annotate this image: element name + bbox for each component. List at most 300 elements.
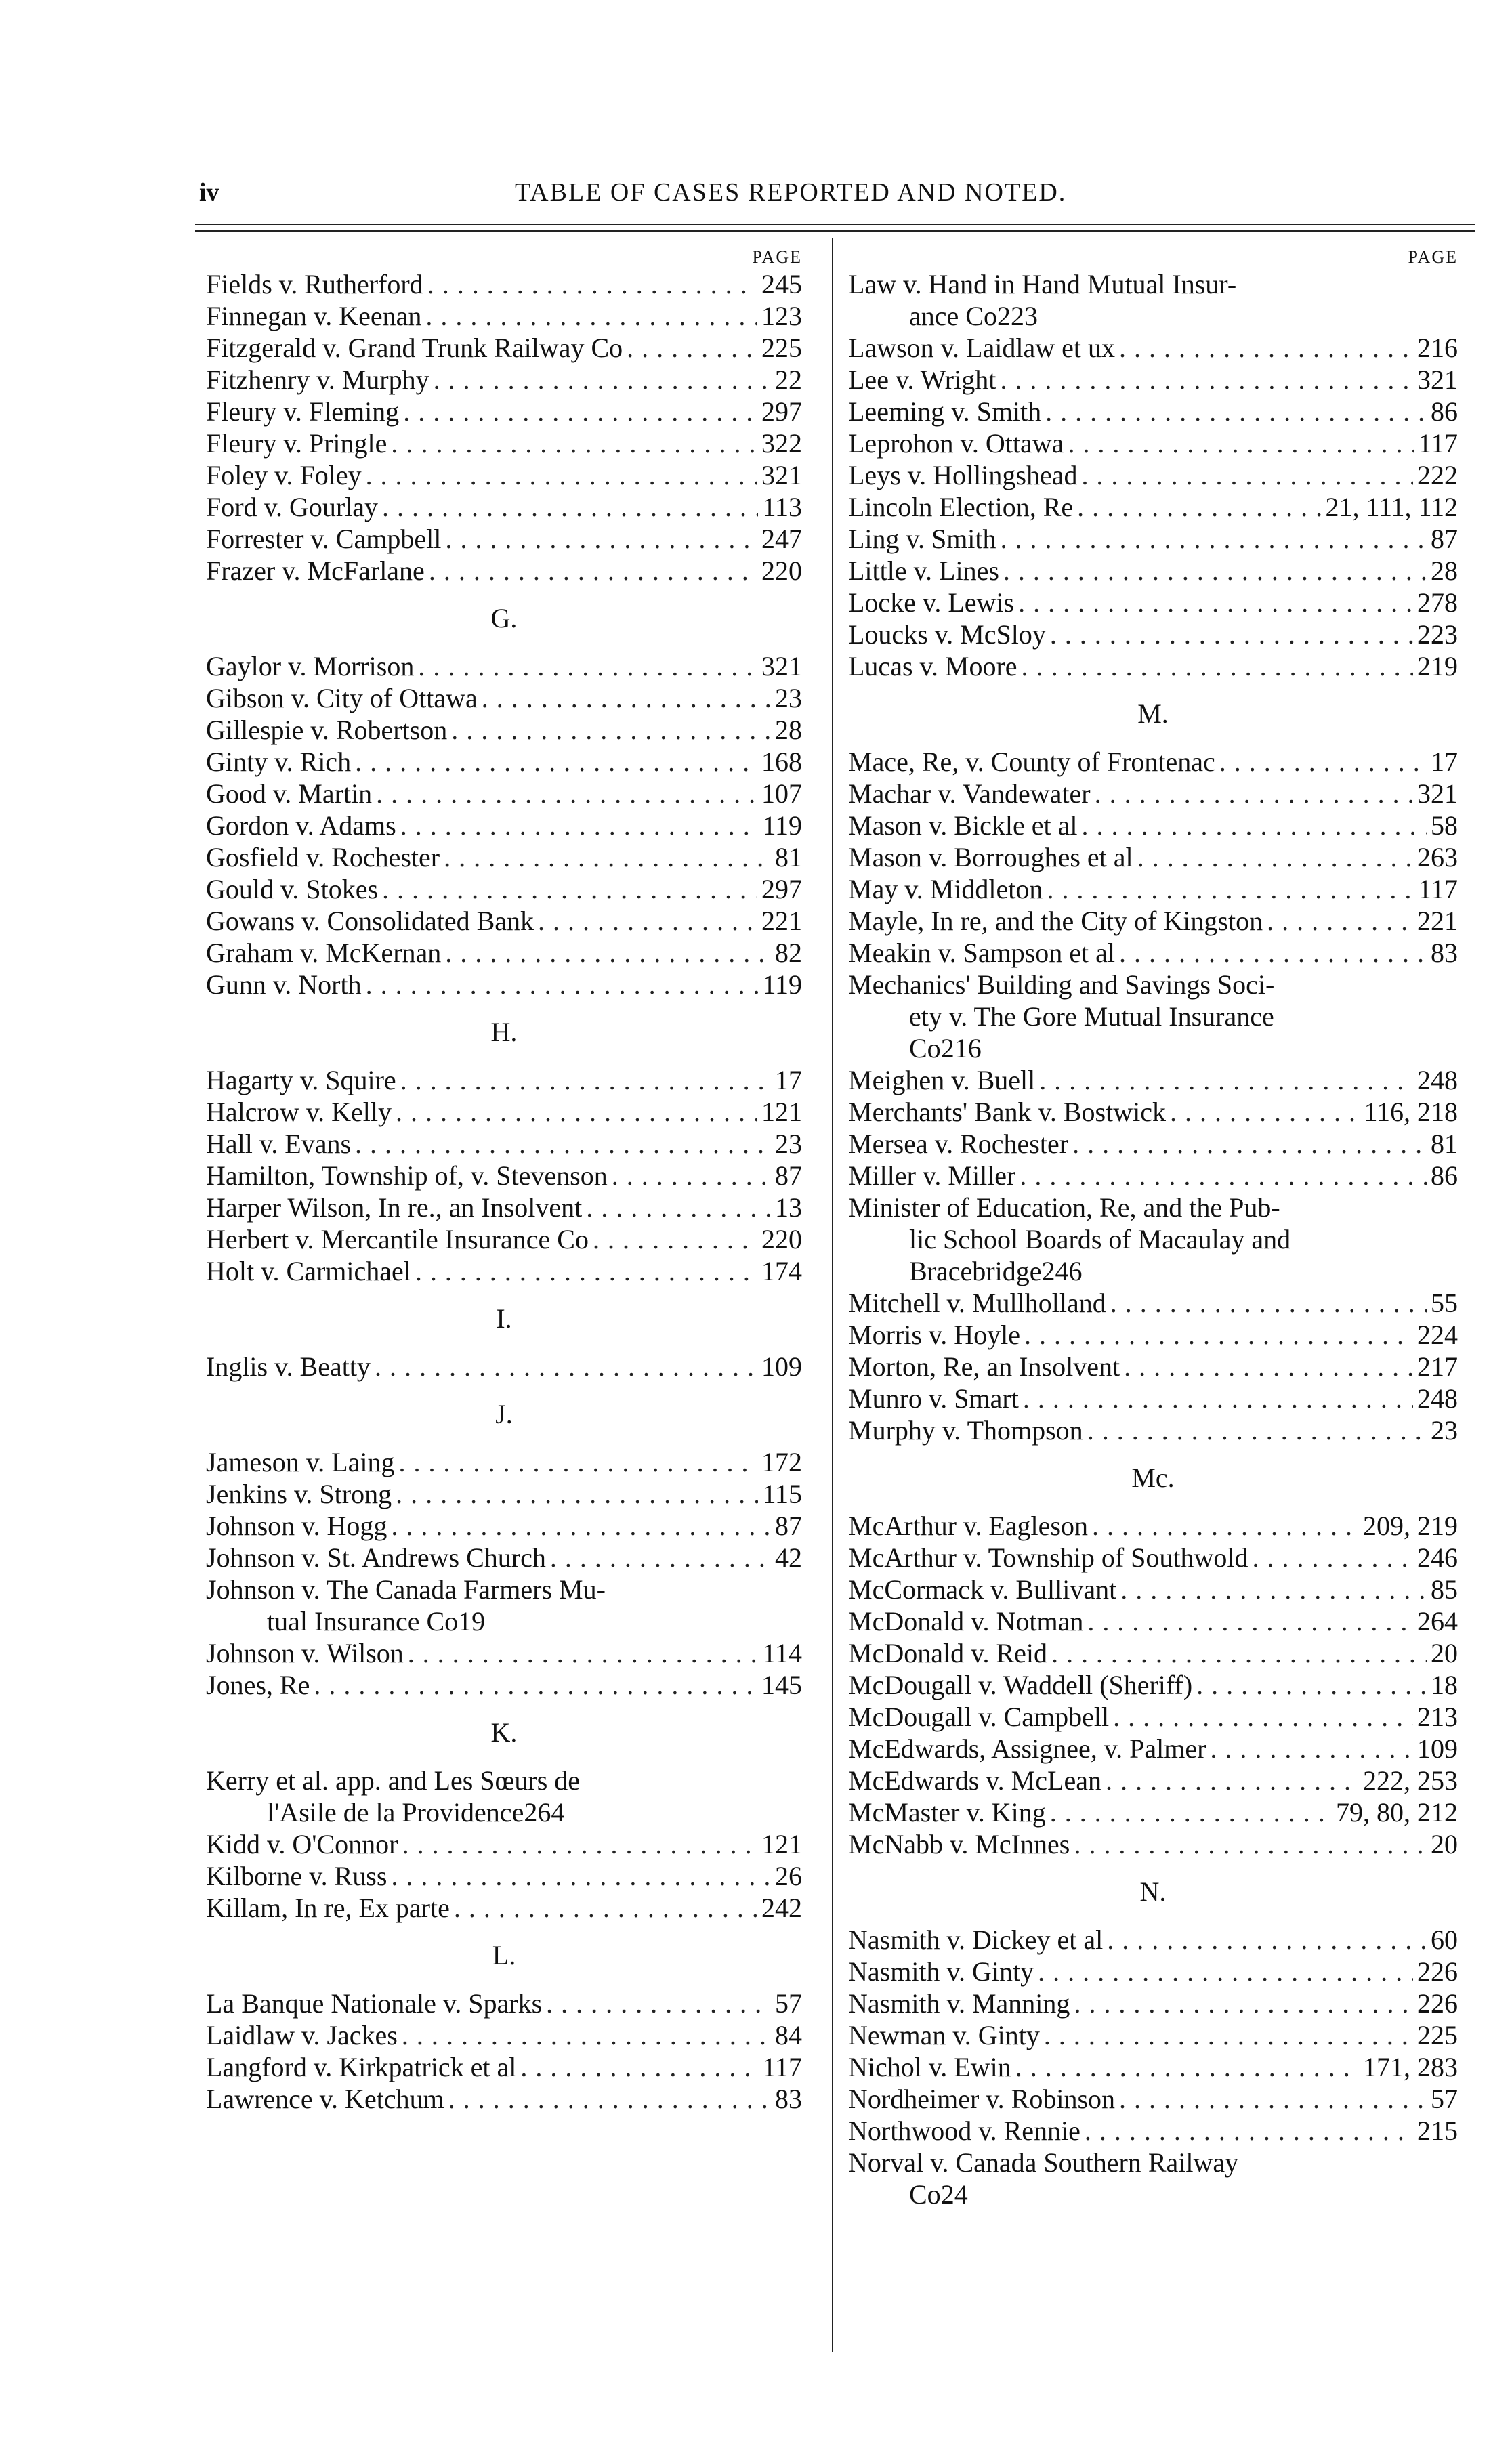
dot-leader (382, 873, 757, 905)
dot-leader (429, 555, 757, 587)
running-head: TABLE OF CASES REPORTED AND NOTED. (515, 178, 1067, 207)
page-number: 26 (775, 1861, 802, 1891)
case-entry (206, 841, 802, 873)
dot-leader (454, 1892, 757, 1924)
case-entry (848, 2019, 1458, 2051)
page-number: 226 (1417, 1988, 1458, 2019)
case-name: Gaylor v. Morrison (206, 651, 415, 681)
page-number: 81 (775, 842, 802, 872)
page-number: 81 (1431, 1129, 1458, 1159)
case-name: Lee v. Wright (848, 364, 996, 395)
dot-leader (1050, 1796, 1332, 1828)
section-letter: I. (496, 1303, 512, 1334)
dot-leader (314, 1669, 757, 1701)
case-name: lic School Boards of Macaulay and (909, 1224, 1291, 1255)
page-number: 242 (761, 1893, 802, 1923)
case-entry (206, 1064, 802, 1096)
page-number: 19 (458, 1606, 486, 1637)
page-number: 85 (1431, 1574, 1458, 1605)
page-number: 217 (1417, 1351, 1458, 1382)
page-number: 245 (761, 269, 802, 299)
section-letter: H. (490, 1017, 518, 1047)
page-number: 297 (761, 874, 802, 904)
dot-leader (627, 332, 757, 364)
case-name: Machar v. Vandewater (848, 778, 1091, 809)
page-number: 226 (1417, 1956, 1458, 1987)
case-entry (848, 2051, 1458, 2083)
page-number: 248 (1417, 1065, 1458, 1095)
page-number: 246 (1041, 1256, 1083, 1286)
dot-leader (1124, 1351, 1413, 1383)
page-number: 109 (761, 1351, 802, 1382)
page-number: 117 (1418, 428, 1458, 459)
page-number: 84 (775, 2020, 802, 2050)
case-entry (848, 809, 1458, 841)
section-letter: L. (492, 1940, 516, 1971)
case-name: Ford v. Gourlay (206, 492, 379, 522)
dot-leader (396, 1096, 757, 1128)
dot-leader (1085, 2115, 1413, 2147)
case-entry (848, 1414, 1458, 1446)
page-number: 223 (1417, 619, 1458, 650)
dot-leader (1023, 1383, 1413, 1414)
case-entry (848, 427, 1458, 459)
page-number: 222, 253 (1363, 1765, 1458, 1796)
case-entry (206, 2083, 802, 2115)
case-name: Fitzhenry v. Murphy (206, 364, 429, 395)
dot-leader (1087, 1414, 1427, 1446)
page-number: 145 (761, 1670, 802, 1700)
case-name: Gunn v. North (206, 969, 362, 1000)
case-entry (206, 1446, 802, 1478)
dot-leader (402, 1828, 758, 1860)
dot-leader (520, 2051, 758, 2083)
dot-leader (1001, 523, 1427, 555)
case-name: Leys v. Hollingshead (848, 460, 1078, 490)
header-rule (195, 230, 1475, 232)
page-number: 107 (761, 778, 802, 809)
case-name: Good v. Martin (206, 778, 373, 809)
page-number: 297 (761, 396, 802, 427)
page-number: 220 (761, 1224, 802, 1255)
dot-leader (451, 714, 771, 746)
page-number: 247 (761, 524, 802, 554)
case-entry (206, 491, 802, 523)
page-column-label: PAGE (1408, 247, 1458, 267)
page-number: 82 (775, 937, 802, 968)
case-entry (206, 778, 802, 809)
case-name: Leprohon v. Ottawa (848, 428, 1064, 459)
case-name: McCormack v. Bullivant (848, 1574, 1117, 1605)
case-name: ety v. The Gore Mutual Insurance (909, 1001, 1274, 1032)
dot-leader (1113, 1701, 1413, 1733)
dot-leader (482, 682, 771, 714)
case-name: Johnson v. The Canada Farmers Mu- (206, 1574, 606, 1605)
dot-leader (398, 1446, 757, 1478)
dot-leader (444, 841, 771, 873)
page-number: 117 (762, 2052, 802, 2082)
case-name: McEdwards v. McLean (848, 1765, 1101, 1796)
case-name-continued (848, 300, 1458, 332)
page-number: 83 (1431, 937, 1458, 968)
dot-leader (546, 1987, 771, 2019)
case-entry (848, 1287, 1458, 1319)
page-number: 23 (1431, 1415, 1458, 1446)
dot-leader (375, 1351, 757, 1383)
dot-leader (1170, 1096, 1360, 1128)
case-entry (206, 1192, 802, 1223)
page-number: 123 (761, 301, 802, 331)
case-entry (848, 650, 1458, 682)
dot-leader (1120, 1574, 1427, 1605)
case-name: Bracebridge (909, 1256, 1042, 1286)
page-number: 321 (761, 651, 802, 681)
section-letter: K. (490, 1717, 518, 1748)
dot-leader (418, 650, 757, 682)
case-entry (206, 1478, 802, 1510)
page-number: 113 (762, 492, 802, 522)
case-name: Miller v. Miller (848, 1160, 1016, 1191)
case-entry (848, 1605, 1458, 1637)
case-name: Lawrence v. Ketchum (206, 2084, 444, 2114)
page-number: 264 (524, 1797, 565, 1828)
case-entry (206, 1542, 802, 1574)
case-name: Munro v. Smart (848, 1383, 1019, 1414)
case-name-continued (206, 1605, 802, 1637)
case-name: Kerry et al. app. and Les Sœurs de (206, 1765, 581, 1796)
dot-leader (400, 809, 759, 841)
case-name: Little v. Lines (848, 555, 999, 586)
dot-leader (1119, 332, 1413, 364)
page-number: 119 (762, 810, 802, 841)
dot-leader (1050, 618, 1413, 650)
page-number: 322 (761, 428, 802, 459)
dot-leader (1072, 1128, 1427, 1160)
dot-leader (1074, 1987, 1413, 2019)
column-divider (832, 238, 833, 2352)
dot-leader (1253, 1542, 1413, 1574)
case-entry (206, 1160, 802, 1192)
page-folio: iv (199, 178, 219, 207)
case-entry (206, 1510, 802, 1542)
case-name: Nasmith v. Dickey et al (848, 1924, 1104, 1955)
page-number: 79, 80, 212 (1336, 1797, 1458, 1828)
page-number: 86 (1431, 396, 1458, 427)
page-number: 221 (761, 906, 802, 936)
case-name: Gosfield v. Rochester (206, 842, 440, 872)
dot-leader (427, 268, 757, 300)
page-number: 117 (1418, 874, 1458, 904)
case-entry (848, 491, 1458, 523)
dot-leader (445, 523, 757, 555)
case-name: Forrester v. Campbell (206, 524, 442, 554)
case-entry (848, 618, 1458, 650)
page-number: 87 (1431, 524, 1458, 554)
case-entry (848, 1160, 1458, 1192)
dot-leader (402, 2019, 771, 2051)
page-number: 18 (1431, 1670, 1458, 1700)
case-entry (848, 1637, 1458, 1669)
dot-leader (391, 427, 757, 459)
case-name: l'Asile de la Providence (267, 1797, 524, 1828)
case-name: Halcrow v. Kelly (206, 1097, 392, 1127)
case-entry (206, 1128, 802, 1160)
case-entry (848, 2147, 1458, 2210)
page-number: 224 (1417, 1320, 1458, 1350)
case-entry (206, 396, 802, 427)
dot-leader (1092, 1510, 1359, 1542)
page-number: 222 (1417, 460, 1458, 490)
case-name: Morton, Re, an Insolvent (848, 1351, 1120, 1382)
case-entry (848, 268, 1458, 332)
dot-leader (415, 1255, 757, 1287)
case-entry (206, 300, 802, 332)
case-name: McMaster v. King (848, 1797, 1046, 1828)
page-number: 174 (761, 1256, 802, 1286)
case-name: Mason v. Borroughes et al (848, 842, 1133, 872)
page-number: 168 (761, 746, 802, 777)
case-entry (206, 873, 802, 905)
case-name: McDougall v. Waddell (Sheriff) (848, 1670, 1193, 1700)
dot-leader (1077, 491, 1321, 523)
case-entry (848, 1574, 1458, 1605)
case-entry (848, 523, 1458, 555)
dot-leader (366, 459, 757, 491)
case-entry (206, 1096, 802, 1128)
case-entry (206, 650, 802, 682)
dot-leader (1018, 587, 1413, 618)
case-entry (206, 682, 802, 714)
header-rule (195, 224, 1475, 225)
case-entry (848, 937, 1458, 969)
case-entry (848, 332, 1458, 364)
case-entry (848, 1733, 1458, 1765)
case-entry (206, 1351, 802, 1383)
case-name: Co (909, 2179, 941, 2210)
page-number: 13 (775, 1192, 802, 1223)
page-number: 321 (1417, 778, 1458, 809)
case-entry (206, 1828, 802, 1860)
case-entry (206, 1574, 802, 1637)
case-name: La Banque Nationale v. Sparks (206, 1988, 543, 2019)
page-number: 248 (1417, 1383, 1458, 1414)
page-number: 20 (1431, 1638, 1458, 1668)
case-name-continued (206, 1796, 802, 1828)
dot-leader (1219, 746, 1427, 778)
case-entry (206, 2019, 802, 2051)
case-name-continued (848, 1032, 1458, 1064)
case-entry (206, 268, 802, 300)
case-name: Langford v. Kirkpatrick et al (206, 2052, 517, 2082)
page-column-label: PAGE (752, 247, 802, 267)
dot-leader (1045, 396, 1427, 427)
dot-leader (1020, 1160, 1427, 1192)
case-entry (848, 1669, 1458, 1701)
case-entry (206, 905, 802, 937)
page-number: 28 (775, 715, 802, 745)
dot-leader (1081, 459, 1413, 491)
case-entry (848, 587, 1458, 618)
case-entry (206, 1860, 802, 1892)
case-name: McDonald v. Reid (848, 1638, 1048, 1668)
case-name: Nichol v. Ewin (848, 2052, 1011, 2082)
dot-leader (1047, 873, 1414, 905)
page-number: 220 (761, 555, 802, 586)
case-entry (206, 555, 802, 587)
case-entry (206, 746, 802, 778)
page-number: 83 (775, 2084, 802, 2114)
case-name: Harper Wilson, In re., an Insolvent (206, 1192, 583, 1223)
case-entry (206, 1223, 802, 1255)
dot-leader (400, 1064, 771, 1096)
dot-leader (391, 1510, 771, 1542)
case-entry (848, 1383, 1458, 1414)
case-name: Nasmith v. Ginty (848, 1956, 1034, 1987)
case-name: Meighen v. Buell (848, 1065, 1036, 1095)
page-number: 171, 283 (1363, 2052, 1458, 2082)
case-name: Norval v. Canada Southern Railway (848, 2147, 1239, 2178)
case-name: Mitchell v. Mullholland (848, 1288, 1106, 1318)
section-letter: M. (1137, 698, 1169, 729)
case-name: Hall v. Evans (206, 1129, 352, 1159)
case-entry (848, 396, 1458, 427)
case-entry (206, 1892, 802, 1924)
dot-leader (612, 1160, 771, 1192)
page-number: 109 (1417, 1733, 1458, 1764)
case-entry (848, 1542, 1458, 1574)
case-entry (848, 1510, 1458, 1542)
case-entry (206, 523, 802, 555)
case-name: Jenkins v. Strong (206, 1479, 392, 1509)
case-entry (848, 1987, 1458, 2019)
page-number: 121 (761, 1829, 802, 1859)
case-name: Gillespie v. Robertson (206, 715, 448, 745)
case-name: Meakin v. Sampson et al (848, 937, 1116, 968)
left-column (206, 247, 802, 2115)
page-number: 215 (1417, 2115, 1458, 2146)
dot-leader (1210, 1733, 1413, 1765)
case-name: Jones, Re (206, 1670, 310, 1700)
case-name: Mechanics' Building and Savings Soci- (848, 969, 1275, 1000)
right-column (848, 247, 1458, 2210)
case-entry (848, 364, 1458, 396)
case-entry (848, 1319, 1458, 1351)
case-name: McArthur v. Township of Southwold (848, 1542, 1248, 1573)
case-entry (848, 2115, 1458, 2147)
case-entry (848, 841, 1458, 873)
dot-leader (376, 778, 757, 809)
case-name: Gould v. Stokes (206, 874, 379, 904)
case-entry (848, 873, 1458, 905)
case-name: Killam, In re, Ex parte (206, 1893, 450, 1923)
page-number: 87 (775, 1160, 802, 1191)
case-name: Johnson v. Wilson (206, 1638, 404, 1668)
dot-leader (1095, 778, 1413, 809)
page-number: 115 (762, 1479, 802, 1509)
case-name: McNabb v. McInnes (848, 1829, 1070, 1859)
case-entry (206, 714, 802, 746)
page-number: 42 (775, 1542, 802, 1573)
case-name: Fitzgerald v. Grand Trunk Railway Co (206, 333, 623, 363)
page-number: 20 (1431, 1829, 1458, 1859)
case-entry (206, 2051, 802, 2083)
case-name: McArthur v. Eagleson (848, 1511, 1088, 1541)
case-name: Ling v. Smith (848, 524, 996, 554)
page-number: 172 (761, 1447, 802, 1477)
case-name: Gowans v. Consolidated Bank (206, 906, 534, 936)
case-name: Fleury v. Pringle (206, 428, 387, 459)
case-entry (206, 1255, 802, 1287)
case-name: Johnson v. St. Andrews Church (206, 1542, 546, 1573)
case-entry (206, 937, 802, 969)
page-number: 321 (1417, 364, 1458, 395)
case-name: Mayle, In re, and the City of Kingston (848, 906, 1263, 936)
case-name: Jameson v. Laing (206, 1447, 395, 1477)
case-entry (848, 555, 1458, 587)
case-name: Hagarty v. Squire (206, 1065, 396, 1095)
case-entry (848, 1924, 1458, 1956)
dot-leader (1137, 841, 1413, 873)
page-number: 86 (1431, 1160, 1458, 1191)
case-entry (848, 1064, 1458, 1096)
page-number: 17 (775, 1065, 802, 1095)
dot-leader (396, 1478, 758, 1510)
case-name: Mersea v. Rochester (848, 1129, 1069, 1159)
page-number: 263 (1417, 842, 1458, 872)
dot-leader (586, 1192, 771, 1223)
case-entry (848, 1351, 1458, 1383)
case-name: Lucas v. Moore (848, 651, 1017, 681)
case-name: tual Insurance Co (267, 1606, 459, 1637)
page-number: 219 (1417, 651, 1458, 681)
case-name: McEdwards, Assignee, v. Palmer (848, 1733, 1206, 1764)
dot-leader (1015, 2051, 1359, 2083)
case-name: Merchants' Bank v. Bostwick (848, 1097, 1166, 1127)
case-entry (848, 1765, 1458, 1796)
dot-leader (1119, 2083, 1427, 2115)
page-number: 114 (762, 1638, 802, 1668)
case-name: Nasmith v. Manning (848, 1988, 1070, 2019)
dot-leader (593, 1223, 757, 1255)
case-name: Johnson v. Hogg (206, 1511, 387, 1541)
case-entry (848, 1096, 1458, 1128)
case-entry (848, 1701, 1458, 1733)
page-number: 225 (1417, 2020, 1458, 2050)
case-entry (206, 459, 802, 491)
dot-leader (448, 2083, 771, 2115)
dot-leader (445, 937, 771, 969)
case-entry (848, 1128, 1458, 1160)
dot-leader (1044, 2019, 1413, 2051)
dot-leader (538, 905, 757, 937)
case-name: Frazer v. McFarlane (206, 555, 425, 586)
case-name: May v. Middleton (848, 874, 1043, 904)
dot-leader (391, 1860, 771, 1892)
case-entry (206, 809, 802, 841)
page-number: 23 (775, 1129, 802, 1159)
dot-leader (355, 746, 757, 778)
page-number: 87 (775, 1511, 802, 1541)
case-entry (848, 778, 1458, 809)
case-name: Murphy v. Thompson (848, 1415, 1083, 1446)
dot-leader (1000, 364, 1413, 396)
case-name: Lawson v. Laidlaw et ux (848, 333, 1115, 363)
case-entry (206, 1987, 802, 2019)
dot-leader (550, 1542, 771, 1574)
dot-leader (403, 396, 757, 427)
case-entry (206, 1765, 802, 1828)
dot-leader (355, 1128, 771, 1160)
